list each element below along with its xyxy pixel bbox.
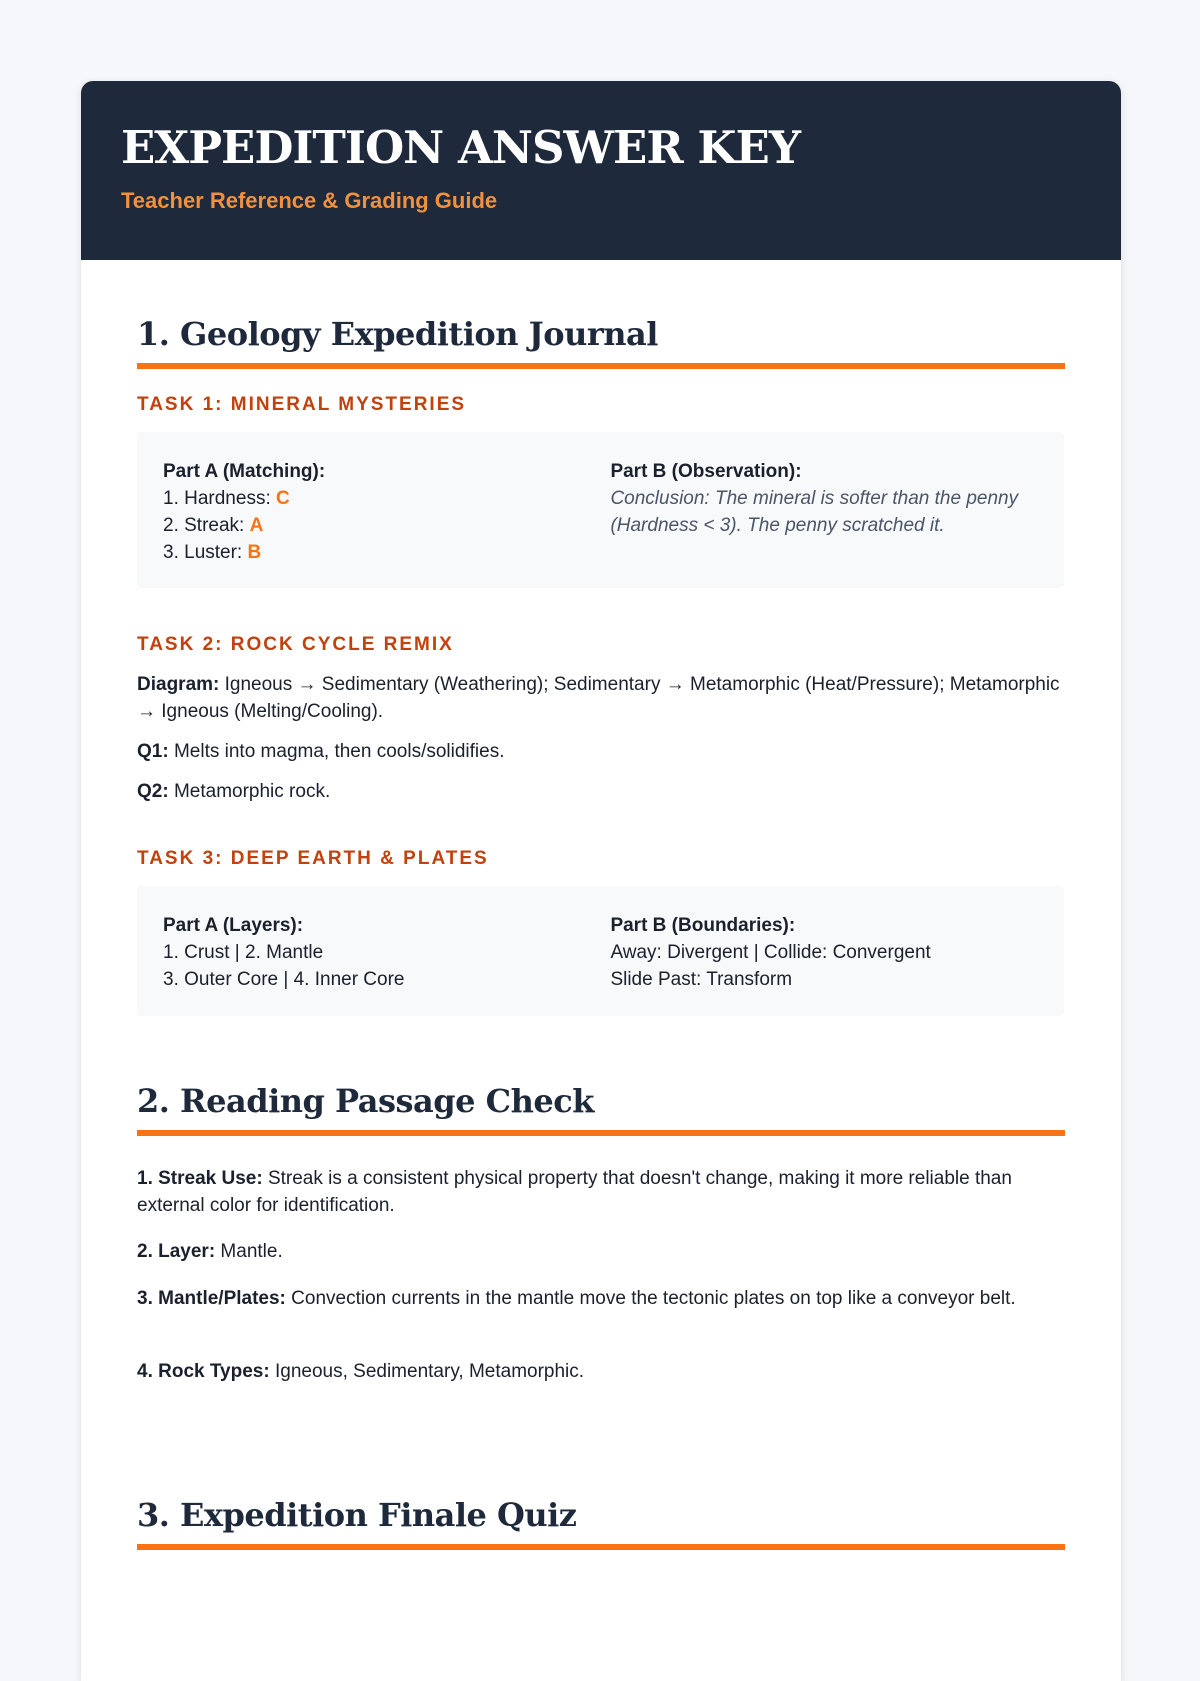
reading-answer-label: 4. Rock Types: [137,1361,270,1382]
q2-answer [137,778,1067,805]
matching-item-text: 2. Streak: [163,515,250,536]
q1-text: Melts into magma, then cools/solidifies. [168,741,505,762]
task-1-answer-box [137,432,1064,588]
reading-answer-label: 3. Mantle/Plates: [137,1288,286,1309]
page-subtitle: Teacher Reference & Grading Guide [121,188,498,213]
layers-line: 1. Crust | 2. Mantle [163,942,324,963]
q1-label: Q1: [137,741,169,762]
rock-cycle-diagram-answer [137,671,1067,725]
page-header [81,81,1121,260]
task-3-answer-box [137,886,1064,1016]
matching-answer-row [163,485,610,512]
reading-answer-label: 2. Layer: [137,1241,216,1262]
task-1-part-b-label: Part B (Observation): [610,461,802,482]
matching-answer-letter: A [249,515,264,536]
task-1-part-a [163,458,610,562]
section-2-title: 2. Reading Passage Check [137,1082,1065,1136]
matching-answer-row [163,539,610,566]
reading-answer-text: Mantle. [215,1241,283,1262]
task-1-title: TASK 1: MINERAL MYSTERIES [137,394,467,415]
matching-answer-letter: B [247,542,262,563]
matching-item-text: 3. Luster: [163,542,248,563]
task-3-part-a [163,912,610,990]
observation-conclusion: Conclusion: The mineral is softer than the penny (Hardness < 3). The penny scratched it. [610,488,1019,536]
matching-item-text: 1. Hardness: [163,488,276,509]
layers-line: 3. Outer Core | 4. Inner Core [163,969,405,990]
task-3-part-a-label: Part A (Layers): [163,915,304,936]
diagram-text: Igneous → Sedimentary (Weathering); Sedimentary → Metamorphic (Heat/Pressure); Metamorphic → Igneous (Melting/Cooling). [137,674,1060,722]
boundaries-line: Away: Divergent | Collide: Convergent [610,942,931,963]
reading-answer-text: Convection currents in the mantle move the tectonic plates on top like a conveyor belt. [285,1288,1016,1309]
reading-answer-item [137,1358,1067,1385]
section-1-title: 1. Geology Expedition Journal [137,315,1065,369]
matching-answer-letter: C [276,488,290,509]
matching-answer-row [163,512,610,539]
page-title: EXPEDITION ANSWER KEY [121,121,800,174]
answer-key-card [81,81,1121,1681]
q2-label: Q2: [137,781,169,802]
task-1-part-b [610,458,1038,562]
q2-text: Metamorphic rock. [168,781,331,802]
section-3-title: 3. Expedition Finale Quiz [137,1496,1065,1550]
reading-answer-label: 1. Streak Use: [137,1168,263,1189]
task-3-part-b [610,912,1038,990]
task-3-part-b-label: Part B (Boundaries): [610,915,796,936]
reading-answer-text: Igneous, Sedimentary, Metamorphic. [269,1361,585,1382]
reading-answer-item [137,1238,1067,1265]
task-3-title: TASK 3: DEEP EARTH & PLATES [137,848,489,869]
reading-answer-item [137,1285,1067,1312]
boundaries-line: Slide Past: Transform [610,969,793,990]
task-2-title: TASK 2: ROCK CYCLE REMIX [137,634,454,655]
reading-answer-item [137,1165,1067,1219]
reading-answer-text: Streak is a consistent physical property that doesn't change, making it more reliable than external color for identification. [137,1168,1012,1216]
task-1-part-a-label: Part A (Matching): [163,461,326,482]
diagram-label: Diagram: [137,674,220,695]
q1-answer [137,738,1067,765]
